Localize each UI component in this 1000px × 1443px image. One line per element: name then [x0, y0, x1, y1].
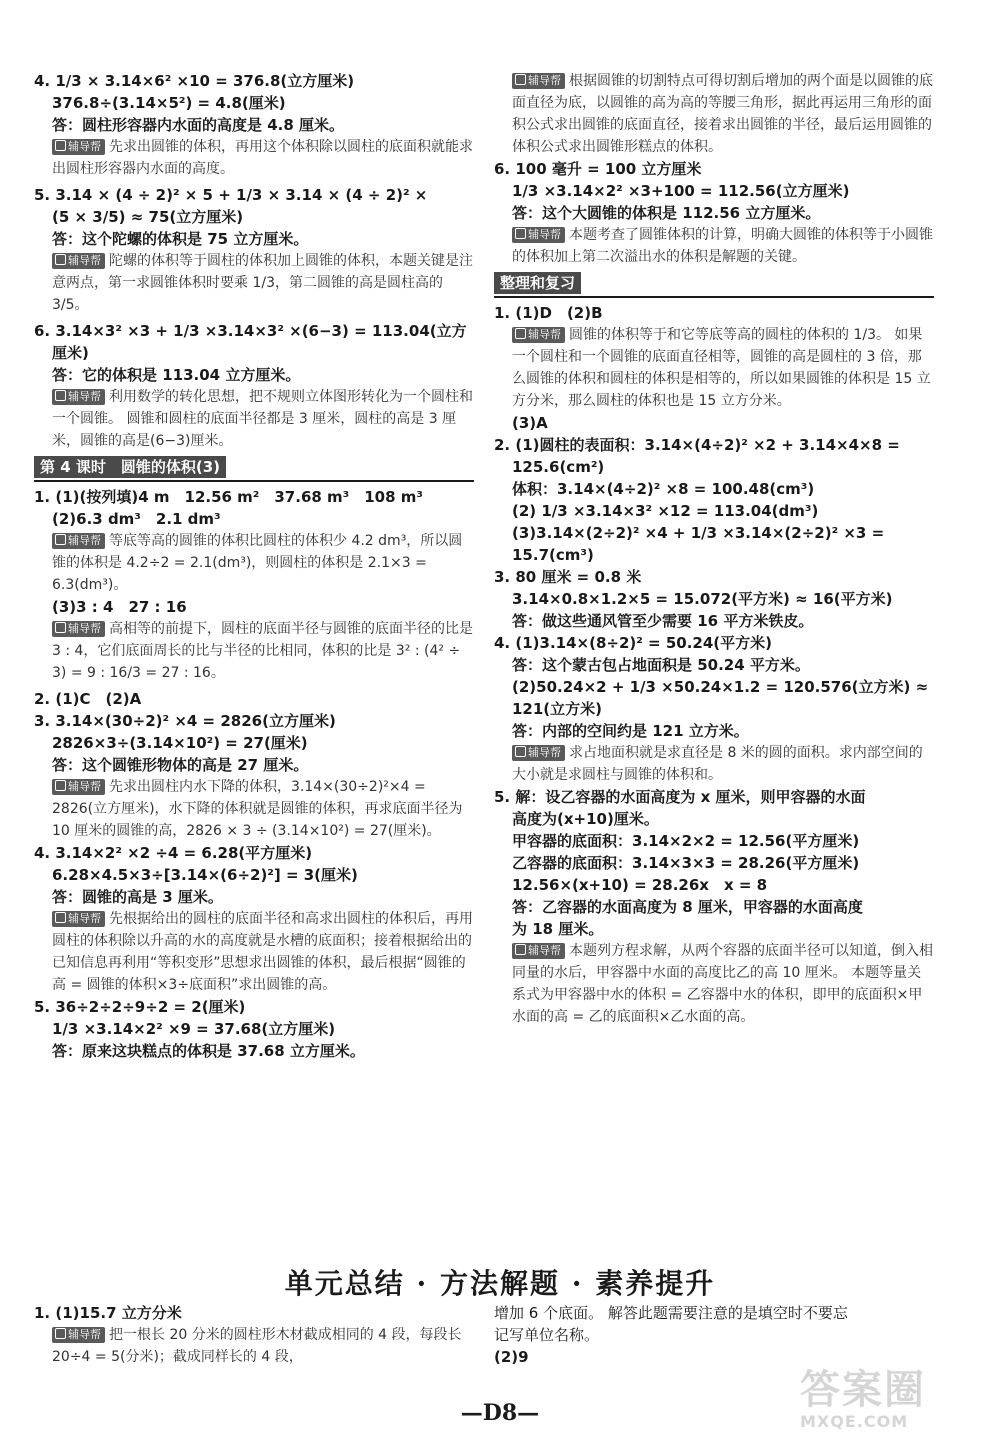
answer-line: 5. 36÷2÷2÷9÷2 = 2(厘米) [34, 998, 246, 1016]
tutor-hint-text: 圆锥的体积等于和它等底等高的圆柱的体积的 1/3。 如果一个圆柱和一个圆锥的底面直径相等，圆锥的高是圆柱的 3 倍，那么圆锥的体积和圆柱的体积是相等的，所以如果圆锥的体积是 15 立方分米，那么圆柱的体积也是 15 立方分米。 [512, 327, 931, 409]
tutor-hint-badge [52, 779, 105, 795]
tutor-hint-text: 利用数学的转化思想，把不规则立体图形转化为一个圆柱和一个圆锥。 圆锥和圆柱的底面半径都是 3 厘米，圆柱的高是 3 厘米，圆锥的高是(6−3)厘米。 [52, 389, 473, 449]
answer-line: 6. 100 毫升 = 100 立方厘米 [494, 160, 702, 178]
answer-line: 5. 3.14 × (4 ÷ 2)² × 5 + 1/3 × 3.14 × (4 ÷ 2)² × [34, 186, 428, 204]
tutor-hint [494, 70, 934, 158]
tutor-hint-badge [512, 745, 565, 761]
answer-line: 答：做这些通风管至少需要 16 平方米铁皮。 [512, 612, 814, 630]
answer-line: 4. (1)3.14×(8÷2)² = 50.24(平方米) [494, 634, 772, 652]
answer-line: 376.8÷(3.14×5²) = 4.8(厘米) [52, 94, 286, 112]
answer-line: 125.6(cm²) [512, 458, 605, 476]
answer-line: 3. 80 厘米 = 0.8 米 [494, 568, 642, 586]
tutor-hint [34, 530, 474, 596]
answer-line: 答：这个大圆锥的体积是 112.56 立方厘米。 [512, 204, 821, 222]
answer-line: 乙容器的底面积：3.14×3×3 = 28.26(平方厘米) [512, 854, 860, 872]
tutor-hint-text: 求占地面积就是求直径是 8 米的圆的面积。求内部空间的大小就是求圆柱与圆锥的体积和。 [512, 745, 923, 783]
page-number: —D8— [460, 1400, 540, 1426]
tutor-hint [494, 324, 934, 412]
watermark-url: MXQE.COM [800, 1412, 909, 1431]
book-icon [515, 74, 526, 85]
book-icon [55, 912, 66, 923]
tutor-hint-text: 先求出圆锥的体积，再用这个体积除以圆柱的底面积就能求出圆柱形容器内水面的高度。 [52, 139, 473, 177]
answer-line: 1. (1)15.7 立方分米 [34, 1304, 182, 1322]
tutor-hint-text: 本题考查了圆锥体积的计算，明确大圆锥的体积等于小圆锥的体积加上第二次溢出水的体积是解题的关键。 [512, 227, 933, 265]
answer-line: 2826×3÷(3.14×10²) = 27(厘米) [52, 734, 308, 752]
watermark-logo [800, 1368, 980, 1438]
answer-line: 体积：3.14×(4÷2)² ×8 = 100.48(cm³) [512, 480, 815, 498]
tutor-hint [34, 136, 474, 180]
book-icon [515, 328, 526, 339]
book-icon [55, 780, 66, 791]
answer-line: 答：这个陀螺的体积是 75 立方厘米。 [52, 230, 309, 248]
answer-line: (2) 1/3 ×3.14×3² ×12 = 113.04(dm³) [512, 502, 819, 520]
tutor-hint-badge [52, 389, 105, 405]
tutor-hint-text: 陀螺的体积等于圆柱的体积加上圆锥的体积，本题关键是注意两点，第一求圆锥体积时要乘 1/3，第二圆锥的高是圆柱高的 3/5。 [52, 253, 473, 313]
answer-line: (2)50.24×2 + 1/3 ×50.24×1.2 = 120.576(立方米) ≈ [512, 678, 929, 696]
answer-line: 1. (1)(按列填)4 m 12.56 m² 37.68 m³ 108 m³ [34, 488, 423, 506]
tutor-hint-label: 辅导帮 [528, 944, 561, 957]
tutor-hint-badge [512, 73, 565, 89]
tutor-hint [34, 1324, 474, 1368]
tutor-hint [34, 908, 474, 996]
tutor-hint-badge [52, 253, 105, 269]
tutor-hint [34, 386, 474, 452]
answer-line: 2. (1)C (2)A [34, 690, 142, 708]
answer-line: 121(立方米) [512, 700, 603, 718]
answer-line: 6.28×4.5×3÷[3.14×(6÷2)²] = 3(厘米) [52, 866, 358, 884]
answer-line: 答：圆柱形容器内水面的高度是 4.8 厘米。 [52, 116, 345, 134]
answer-line: 甲容器的底面积：3.14×2×2 = 12.56(平方厘米) [512, 832, 860, 850]
unit-summary-banner: 单元总结 · 方法解题 · 素养提升 [284, 1267, 716, 1300]
right-column [494, 70, 934, 1028]
tutor-hint-label: 辅导帮 [528, 746, 561, 759]
tutor-hint-text: 高相等的前提下，圆柱的底面半径与圆锥的底面半径的比是 3 : 4，它们底面周长的比与半径的比相同，体积的比是 3² : (4² ÷ 3) = 9 : 16/3 = 27 : 16。 [52, 621, 473, 681]
tutor-hint-text: 先求出圆柱内水下降的体积，3.14×(30÷2)²×4 = 2826(立方厘米)，水下降的体积就是圆锥的体积，再求底面半径为 10 厘米的圆锥的高，2826 × 3 ÷ (3.14×10²) = 27(厘米)。 [52, 779, 463, 839]
answer-line: 高度为(x+10)厘米。 [512, 810, 659, 828]
tutor-hint-text: 根据圆锥的切割特点可得切割后增加的两个面是以圆锥的底面直径为底，以圆锥的高为高的等腰三角形，据此再运用三角形的面积公式求出圆锥的底面直径，接着求出圆锥的半径，最后运用圆锥的体积公式求出圆锥形糕点的体积。 [512, 73, 933, 155]
tutor-hint-label: 辅导帮 [68, 780, 101, 793]
book-icon [55, 390, 66, 401]
answer-line: 1. (1)D (2)B [494, 304, 603, 322]
answer-line: 1/3 ×3.14×2² ×3+100 = 112.56(立方厘米) [512, 182, 850, 200]
book-icon [55, 622, 66, 633]
tutor-hint-badge [52, 533, 105, 549]
tutor-hint [494, 224, 934, 268]
tutor-hint-label: 辅导帮 [68, 1328, 101, 1341]
tutor-hint-label: 辅导帮 [528, 74, 561, 87]
answer-line: 记写单位名称。 [494, 1326, 600, 1344]
answer-line: 4. 1/3 × 3.14×6² ×10 = 376.8(立方厘米) [34, 72, 355, 90]
answer-line: (5 × 3/5) ≈ 75(立方厘米) [52, 208, 244, 226]
book-icon [55, 534, 66, 545]
answer-line: 1/3 ×3.14×2² ×9 = 37.68(立方厘米) [52, 1020, 336, 1038]
answer-line: 答：原来这块糕点的体积是 37.68 立方厘米。 [52, 1042, 365, 1060]
tutor-hint [34, 776, 474, 842]
tutor-hint-badge [512, 227, 565, 243]
tutor-hint-text: 本题列方程求解，从两个容器的底面半径可以知道，倒入相同量的水后，甲容器中水面的高度比乙的高 10 厘米。 本题等量关系式为甲容器中水的体积 = 乙容器中水的体积，即甲的底面积×甲水面的高 = 乙的底面积×乙水面的高。 [512, 943, 933, 1025]
tutor-hint-badge [52, 911, 105, 927]
answer-line: 答：它的体积是 113.04 立方厘米。 [52, 366, 301, 384]
section-header [494, 272, 934, 298]
answer-line: 答：乙容器的水面高度为 8 厘米，甲容器的水面高度 [512, 898, 863, 916]
answer-line: (3)3 : 4 27 : 16 [52, 598, 187, 616]
tutor-hint-label: 辅导帮 [68, 140, 101, 153]
tutor-hint-label: 辅导帮 [528, 228, 561, 241]
tutor-hint-badge [52, 621, 105, 637]
tutor-hint-label: 辅导帮 [528, 328, 561, 341]
answer-line: 5. 解：设乙容器的水面高度为 x 厘米，则甲容器的水面 [494, 788, 866, 806]
answer-line: 3.14×0.8×1.2×5 = 15.072(平方米) ≈ 16(平方米) [512, 590, 893, 608]
tutor-hint [34, 250, 474, 316]
bottom-left-column [34, 1302, 474, 1368]
answer-line: 4. 3.14×2² ×2 ÷4 = 6.28(平方厘米) [34, 844, 313, 862]
tutor-hint-label: 辅导帮 [68, 534, 101, 547]
answer-line: 增加 6 个底面。 解答此题需要注意的是填空时不要忘 [494, 1304, 848, 1322]
tutor-hint [34, 618, 474, 684]
answer-line: 3. 3.14×(30÷2)² ×4 = 2826(立方厘米) [34, 712, 336, 730]
watermark-text: 答案圈 [800, 1367, 926, 1413]
tutor-hint-text: 先根据给出的圆柱的底面半径和高求出圆柱的体积后，再用圆柱的体积除以升高的水的高度就是水槽的底面积；接着根据给出的已知信息再利用“等积变形”思想求出圆锥的体积，最后根据“圆锥的高 = 圆锥的体积×3÷底面积”求出圆锥的高。 [52, 911, 473, 993]
book-icon [515, 746, 526, 757]
answer-line: 答：这个圆锥形物体的高是 27 厘米。 [52, 756, 309, 774]
answer-line: 为 18 厘米。 [512, 920, 604, 938]
tutor-hint-label: 辅导帮 [68, 254, 101, 267]
answer-line: 答：内部的空间约是 121 立方米。 [512, 722, 749, 740]
bottom-right-column [494, 1302, 934, 1368]
book-icon [55, 140, 66, 151]
tutor-hint-label: 辅导帮 [68, 390, 101, 403]
section-title: 整理和复习 [494, 272, 581, 294]
answer-line: (3)A [512, 414, 548, 432]
answer-line: 2. (1)圆柱的表面积：3.14×(4÷2)² ×2 + 3.14×4×8 = [494, 436, 900, 454]
section-header [34, 456, 474, 482]
answer-line: 6. 3.14×3² ×3 + 1/3 ×3.14×3² ×(6−3) = 113.04(立方 [34, 322, 467, 340]
tutor-hint-badge [52, 139, 105, 155]
answer-line: (3)3.14×(2÷2)² ×4 + 1/3 ×3.14×(2÷2)² ×3 = [512, 524, 885, 542]
tutor-hint-label: 辅导帮 [68, 622, 101, 635]
tutor-hint [494, 940, 934, 1028]
tutor-hint-label: 辅导帮 [68, 912, 101, 925]
answer-line: 15.7(cm³) [512, 546, 594, 564]
section-title: 第 4 课时 圆锥的体积(3) [34, 456, 226, 478]
book-icon [55, 1328, 66, 1339]
tutor-hint-badge [512, 943, 565, 959]
answer-line: 答：圆锥的高是 3 厘米。 [52, 888, 223, 906]
book-icon [515, 944, 526, 955]
answer-line: 答：这个蒙古包占地面积是 50.24 平方米。 [512, 656, 810, 674]
answer-line: (2)6.3 dm³ 2.1 dm³ [52, 510, 221, 528]
book-icon [55, 254, 66, 265]
book-icon [515, 228, 526, 239]
tutor-hint-badge [52, 1327, 105, 1343]
tutor-hint-text: 把一根长 20 分米的圆柱形木材截成相同的 4 段，每段长 20÷4 = 5(分米)；截成同样长的 4 段， [52, 1327, 462, 1365]
left-column [34, 70, 474, 1062]
tutor-hint-text: 等底等高的圆锥的体积比圆柱的体积少 4.2 dm³，所以圆锥的体积是 4.2÷2 = 2.1(dm³)，则圆柱的体积是 2.1×3 = 6.3(dm³)。 [52, 533, 463, 593]
answer-line: 厘米) [52, 344, 89, 362]
answer-line: (2)9 [494, 1348, 529, 1366]
tutor-hint [494, 742, 934, 786]
answer-line: 12.56×(x+10) = 28.26x x = 8 [512, 876, 768, 894]
tutor-hint-badge [512, 327, 565, 343]
